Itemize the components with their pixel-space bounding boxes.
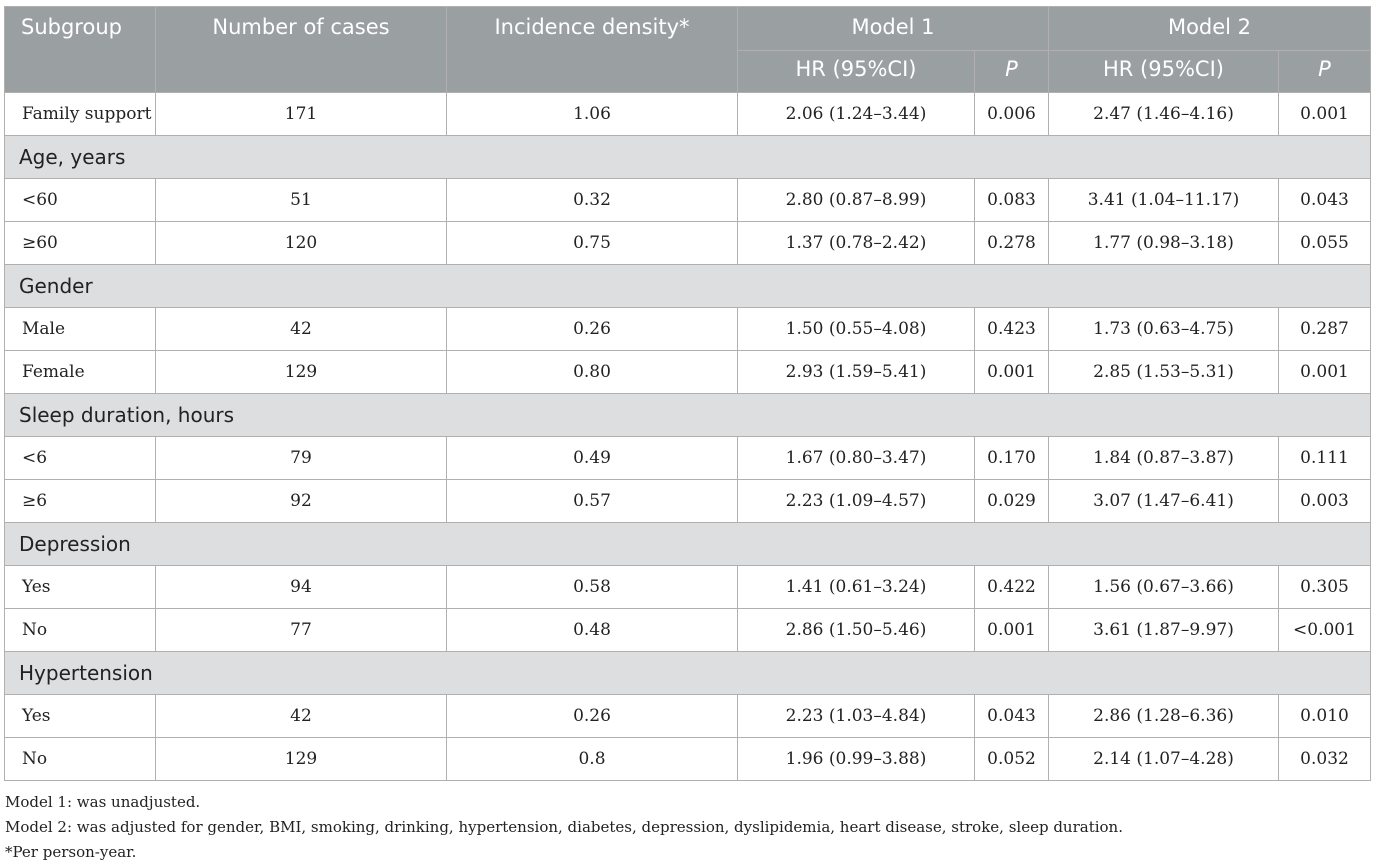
m1-hr-cell: 2.80 (0.87–8.99) bbox=[738, 179, 975, 222]
m2-p-cell: 0.010 bbox=[1279, 695, 1371, 738]
col-header-m2-p: P bbox=[1279, 51, 1371, 93]
col-header-m1-p: P bbox=[975, 51, 1049, 93]
cases-cell: 42 bbox=[156, 308, 447, 351]
col-header-subgroup: Subgroup bbox=[5, 7, 156, 93]
density-cell: 0.80 bbox=[447, 351, 738, 394]
m1-hr-cell: 2.06 (1.24–3.44) bbox=[738, 93, 975, 136]
m1-hr-cell: 1.37 (0.78–2.42) bbox=[738, 222, 975, 265]
group-title: Sleep duration, hours bbox=[5, 394, 1371, 437]
cases-cell: 94 bbox=[156, 566, 447, 609]
density-cell: 0.49 bbox=[447, 437, 738, 480]
col-header-density: Incidence density* bbox=[447, 7, 738, 93]
footnote-per-person-year: *Per person-year. bbox=[5, 843, 137, 861]
m2-hr-cell: 1.56 (0.67–3.66) bbox=[1049, 566, 1279, 609]
m1-p-cell: 0.006 bbox=[975, 93, 1049, 136]
group-title: Gender bbox=[5, 265, 1371, 308]
table-row bbox=[5, 179, 1371, 222]
density-cell: 0.26 bbox=[447, 695, 738, 738]
col-header-m1-hr: HR (95%CI) bbox=[738, 51, 975, 93]
m2-hr-cell: 3.41 (1.04–11.17) bbox=[1049, 179, 1279, 222]
m1-hr-cell: 2.93 (1.59–5.41) bbox=[738, 351, 975, 394]
m1-hr-cell: 2.23 (1.09–4.57) bbox=[738, 480, 975, 523]
m1-hr-cell: 2.86 (1.50–5.46) bbox=[738, 609, 975, 652]
m2-p-cell: 0.043 bbox=[1279, 179, 1371, 222]
group-header-row bbox=[5, 265, 1371, 308]
subgroup-analysis-table bbox=[4, 6, 1371, 781]
col-header-cases: Number of cases bbox=[156, 7, 447, 93]
row-label: Yes bbox=[5, 566, 156, 609]
col-header-m2-hr: HR (95%CI) bbox=[1049, 51, 1279, 93]
col-header-model1: Model 1 bbox=[738, 7, 1049, 51]
table-row bbox=[5, 566, 1371, 609]
group-title: Age, years bbox=[5, 136, 1371, 179]
group-header-row bbox=[5, 136, 1371, 179]
cases-cell: 129 bbox=[156, 738, 447, 781]
m1-hr-cell: 1.96 (0.99–3.88) bbox=[738, 738, 975, 781]
row-label: Male bbox=[5, 308, 156, 351]
table-row bbox=[5, 609, 1371, 652]
m1-p-cell: 0.170 bbox=[975, 437, 1049, 480]
m1-hr-cell: 2.23 (1.03–4.84) bbox=[738, 695, 975, 738]
m1-p-cell: 0.001 bbox=[975, 351, 1049, 394]
footnotes bbox=[4, 790, 1370, 865]
m2-p-cell: 0.001 bbox=[1279, 351, 1371, 394]
density-cell: 0.26 bbox=[447, 308, 738, 351]
m1-p-cell: 0.001 bbox=[975, 609, 1049, 652]
m1-p-cell: 0.278 bbox=[975, 222, 1049, 265]
m2-p-cell: 0.111 bbox=[1279, 437, 1371, 480]
table-row bbox=[5, 437, 1371, 480]
density-cell: 0.8 bbox=[447, 738, 738, 781]
cases-cell: 171 bbox=[156, 93, 447, 136]
cases-cell: 51 bbox=[156, 179, 447, 222]
group-title: Depression bbox=[5, 523, 1371, 566]
row-label: <60 bbox=[5, 179, 156, 222]
row-label: No bbox=[5, 738, 156, 781]
m2-p-cell: 0.287 bbox=[1279, 308, 1371, 351]
group-title: Hypertension bbox=[5, 652, 1371, 695]
density-cell: 0.57 bbox=[447, 480, 738, 523]
m1-p-cell: 0.052 bbox=[975, 738, 1049, 781]
density-cell: 1.06 bbox=[447, 93, 738, 136]
density-cell: 0.58 bbox=[447, 566, 738, 609]
group-header-row bbox=[5, 652, 1371, 695]
m1-hr-cell: 1.50 (0.55–4.08) bbox=[738, 308, 975, 351]
row-label: ≥60 bbox=[5, 222, 156, 265]
table-body bbox=[5, 93, 1371, 781]
m2-p-cell: 0.055 bbox=[1279, 222, 1371, 265]
m1-p-cell: 0.029 bbox=[975, 480, 1049, 523]
row-label: Family support bbox=[5, 93, 156, 136]
m2-p-cell: 0.305 bbox=[1279, 566, 1371, 609]
table-row bbox=[5, 351, 1371, 394]
density-cell: 0.32 bbox=[447, 179, 738, 222]
m1-hr-cell: 1.67 (0.80–3.47) bbox=[738, 437, 975, 480]
m2-hr-cell: 1.84 (0.87–3.87) bbox=[1049, 437, 1279, 480]
table-row bbox=[5, 308, 1371, 351]
row-label: Female bbox=[5, 351, 156, 394]
m2-hr-cell: 3.61 (1.87–9.97) bbox=[1049, 609, 1279, 652]
table-header bbox=[5, 7, 1371, 93]
m2-p-cell: 0.003 bbox=[1279, 480, 1371, 523]
cases-cell: 120 bbox=[156, 222, 447, 265]
group-header-row bbox=[5, 394, 1371, 437]
table-container bbox=[4, 6, 1370, 865]
density-cell: 0.48 bbox=[447, 609, 738, 652]
m2-hr-cell: 3.07 (1.47–6.41) bbox=[1049, 480, 1279, 523]
m1-p-cell: 0.423 bbox=[975, 308, 1049, 351]
m2-p-cell: <0.001 bbox=[1279, 609, 1371, 652]
cases-cell: 77 bbox=[156, 609, 447, 652]
cases-cell: 92 bbox=[156, 480, 447, 523]
table-row bbox=[5, 695, 1371, 738]
table-row bbox=[5, 93, 1371, 136]
m2-hr-cell: 2.47 (1.46–4.16) bbox=[1049, 93, 1279, 136]
footnote-model2: Model 2: was adjusted for gender, BMI, smoking, drinking, hypertension, diabetes, depression, dyslipidemia, heart disease, stroke, sleep duration. bbox=[5, 818, 1123, 836]
m2-hr-cell: 1.73 (0.63–4.75) bbox=[1049, 308, 1279, 351]
m1-p-cell: 0.083 bbox=[975, 179, 1049, 222]
col-header-model2: Model 2 bbox=[1049, 7, 1371, 51]
row-label: ≥6 bbox=[5, 480, 156, 523]
m2-hr-cell: 2.85 (1.53–5.31) bbox=[1049, 351, 1279, 394]
group-header-row bbox=[5, 523, 1371, 566]
m1-p-cell: 0.422 bbox=[975, 566, 1049, 609]
table-row bbox=[5, 738, 1371, 781]
m2-hr-cell: 2.86 (1.28–6.36) bbox=[1049, 695, 1279, 738]
m2-hr-cell: 2.14 (1.07–4.28) bbox=[1049, 738, 1279, 781]
row-label: <6 bbox=[5, 437, 156, 480]
cases-cell: 42 bbox=[156, 695, 447, 738]
cases-cell: 129 bbox=[156, 351, 447, 394]
table-row bbox=[5, 480, 1371, 523]
row-label: No bbox=[5, 609, 156, 652]
m1-hr-cell: 1.41 (0.61–3.24) bbox=[738, 566, 975, 609]
cases-cell: 79 bbox=[156, 437, 447, 480]
row-label: Yes bbox=[5, 695, 156, 738]
m1-p-cell: 0.043 bbox=[975, 695, 1049, 738]
m2-hr-cell: 1.77 (0.98–3.18) bbox=[1049, 222, 1279, 265]
density-cell: 0.75 bbox=[447, 222, 738, 265]
footnote-model1: Model 1: was unadjusted. bbox=[5, 793, 201, 811]
m2-p-cell: 0.032 bbox=[1279, 738, 1371, 781]
m2-p-cell: 0.001 bbox=[1279, 93, 1371, 136]
table-row bbox=[5, 222, 1371, 265]
